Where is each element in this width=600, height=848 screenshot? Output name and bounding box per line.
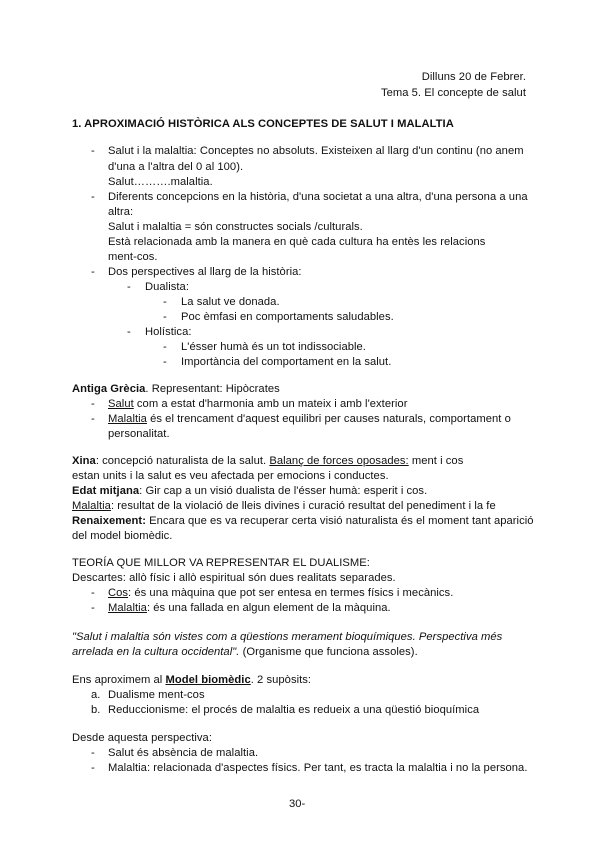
model-intro bbox=[72, 673, 311, 688]
bullet-dash: - bbox=[163, 296, 167, 308]
bullet-dash: - bbox=[163, 341, 167, 353]
list-item: Salut és absència de malaltia. bbox=[108, 747, 259, 759]
header-topic: Tema 5. El concepte de salut bbox=[380, 87, 526, 99]
bullet-dash: - bbox=[127, 281, 131, 293]
list-item bbox=[108, 397, 407, 412]
quote-line bbox=[72, 645, 418, 660]
term-salut: Salut bbox=[108, 398, 134, 410]
xina-text: : concepció naturalista de la salut. bbox=[95, 455, 270, 467]
malaltia-term: Malaltia bbox=[72, 500, 111, 512]
list-item-cont: Salut i malaltia = són constructes socials /culturals. bbox=[108, 221, 363, 233]
sublist-item: Poc èmfasi en comportaments saludables. bbox=[181, 311, 394, 323]
bullet-dash: - bbox=[91, 145, 95, 157]
bullet-dash: - bbox=[163, 356, 167, 368]
list-marker: a. bbox=[91, 689, 101, 701]
renaixement-text: Encara que es va recuperar certa visió naturalista és el moment tant aparició bbox=[145, 515, 534, 527]
list-item: Dos perspectives al llarg de la història: bbox=[108, 266, 302, 278]
header-date: Dilluns 20 de Febrer. bbox=[421, 71, 526, 83]
xina-cont: estan units i la salut es veu afectada per emocions i conductes. bbox=[72, 470, 389, 482]
xina-underlined: Balanç de forces oposades: bbox=[269, 455, 409, 467]
bullet-dash: - bbox=[91, 602, 95, 614]
list-item-cont: Salut……….malaltia. bbox=[108, 176, 213, 188]
list-item-text: : és una fallada en algun element de la màquina. bbox=[146, 602, 391, 614]
list-item: Salut i la malaltia: Conceptes no absoluts. Existeixen al llarg d'un continu (no anem bbox=[108, 145, 524, 157]
sublist-heading: Dualista: bbox=[145, 281, 189, 293]
list-item: Diferents concepcions en la història, d'una societat a una altra, d'una persona a una bbox=[108, 191, 528, 203]
bullet-dash: - bbox=[91, 587, 95, 599]
list-item-text: és el trencament d'aquest equilibri per causes naturals, comportament o bbox=[146, 413, 511, 425]
edat-text: : Gir cap a un visió dualista de l'ésser humà: esperit i cos. bbox=[139, 485, 428, 497]
model-intro-text: . 2 supòsits: bbox=[250, 674, 312, 686]
term-malaltia: Malaltia bbox=[108, 602, 147, 614]
edat-line bbox=[72, 484, 427, 499]
term-malaltia: Malaltia bbox=[108, 413, 147, 425]
xina-label: Xina bbox=[72, 455, 96, 467]
teoria-title: TEORÍA QUE MILLOR VA REPRESENTAR EL DUALISME: bbox=[72, 557, 370, 569]
descartes-line: Descartes: allò físic i allò espiritual són dues realitats separades. bbox=[72, 572, 396, 584]
bullet-dash: - bbox=[163, 311, 167, 323]
grecia-rest: . Representant: Hipòcrates bbox=[145, 383, 280, 395]
list-item bbox=[108, 601, 391, 616]
section-title: 1. APROXIMACIÓ HISTÒRICA ALS CONCEPTES DE SALUT I MALALTIA bbox=[72, 118, 454, 130]
list-item-cont: altra: bbox=[108, 206, 134, 218]
list-item-cont: personalitat. bbox=[108, 428, 170, 440]
list-item: Dualisme ment-cos bbox=[108, 689, 205, 701]
grecia-label: Antiga Grècia bbox=[72, 383, 146, 395]
sublist-item: La salut ve donada. bbox=[181, 296, 280, 308]
perspectiva-intro: Desde aquesta perspectiva: bbox=[72, 732, 212, 744]
model-intro-text: Ens aproximem al bbox=[72, 674, 166, 686]
edat-label: Edat mitjana bbox=[72, 485, 140, 497]
quote-text: arrelada en la cultura occidental". bbox=[72, 646, 240, 658]
term-cos: Cos bbox=[108, 587, 129, 599]
sublist-heading: Holística: bbox=[145, 326, 192, 338]
model-term: Model biomèdic bbox=[165, 674, 251, 686]
xina-text: ment i cos bbox=[408, 455, 464, 467]
renaixement-label: Renaixement: bbox=[72, 515, 146, 527]
bullet-dash: - bbox=[91, 747, 95, 759]
list-item-cont: ment-cos. bbox=[108, 251, 158, 263]
list-item-text: com a estat d'harmonia amb un mateix i amb l'exterior bbox=[133, 398, 408, 410]
list-item bbox=[108, 586, 453, 601]
renaixement-cont: del model biomèdic. bbox=[72, 530, 173, 542]
page-number: 30- bbox=[289, 798, 306, 810]
list-item-cont: Està relacionada amb la manera en què cada cultura ha entès les relacions bbox=[108, 236, 486, 248]
bullet-dash: - bbox=[91, 266, 95, 278]
sublist-item: L'ésser humà és un tot indissociable. bbox=[181, 341, 366, 353]
list-item: Malaltia: relacionada d'aspectes físics. Per tant, es tracta la malaltia i no la persona. bbox=[108, 762, 528, 774]
bullet-dash: - bbox=[91, 191, 95, 203]
bullet-dash: - bbox=[91, 413, 95, 425]
quote-line: "Salut i malaltia són vistes com a qüestions merament bioquímiques. Perspectiva més bbox=[72, 631, 503, 643]
list-marker: b. bbox=[91, 704, 101, 716]
bullet-dash: - bbox=[127, 326, 131, 338]
quote-note: (Organisme que funciona assoles). bbox=[239, 646, 418, 658]
list-item: Reduccionisme: el procés de malaltia es redueix a una qüestió bioquímica bbox=[108, 704, 480, 716]
list-item-cont: d'una a l'altra del 0 al 100). bbox=[108, 161, 244, 173]
list-item-text: : és una màquina que pot ser entesa en termes físics i mecànics. bbox=[128, 587, 454, 599]
malaltia-text: : resultat de la violació de lleis divines i curació resultat del penediment i la fe bbox=[110, 500, 496, 512]
malaltia-line bbox=[72, 499, 496, 514]
list-item bbox=[108, 412, 511, 427]
sublist-item: Importància del comportament en la salut. bbox=[181, 356, 392, 368]
bullet-dash: - bbox=[91, 762, 95, 774]
bullet-dash: - bbox=[91, 398, 95, 410]
renaixement-line bbox=[72, 514, 534, 529]
grecia-heading bbox=[72, 382, 280, 397]
xina-line bbox=[72, 454, 463, 469]
